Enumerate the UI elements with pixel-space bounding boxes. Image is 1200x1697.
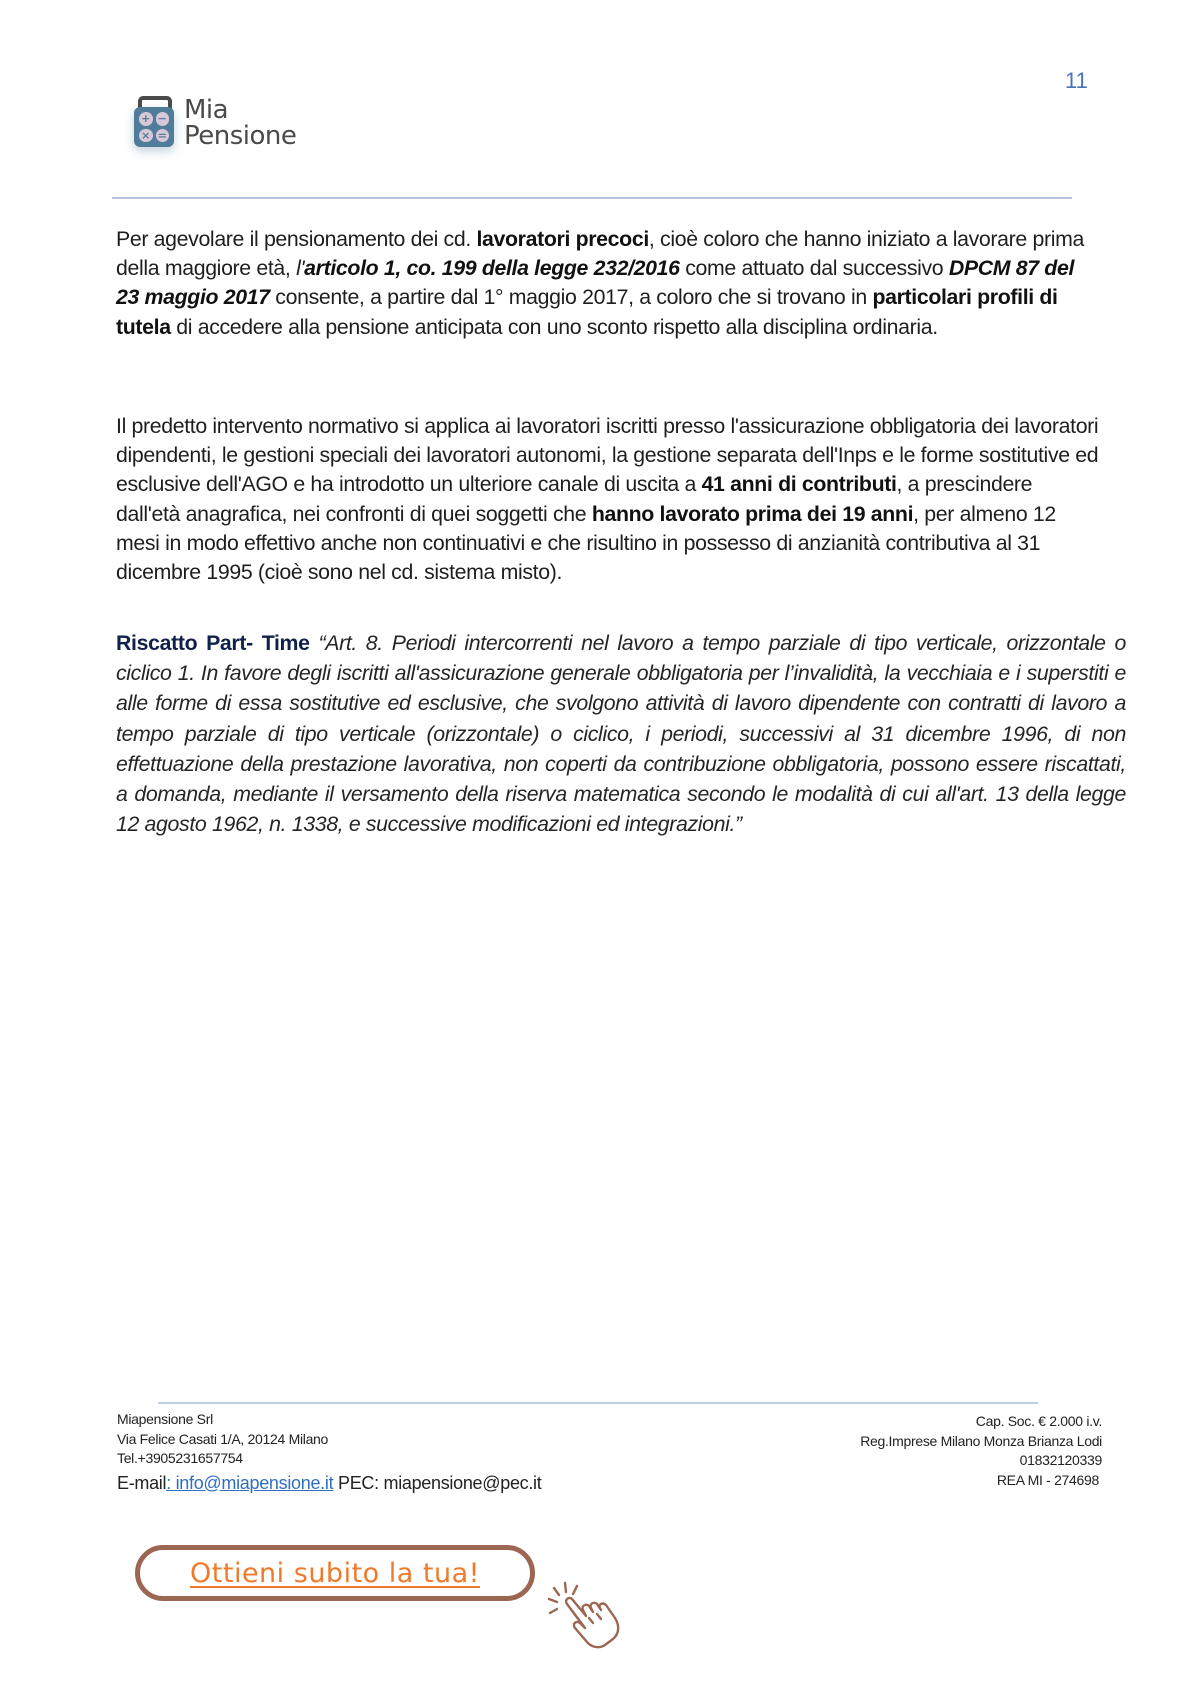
company-phone: Tel.+3905231657754 bbox=[117, 1450, 243, 1466]
spark-line bbox=[565, 1583, 566, 1592]
email-label: E-mail bbox=[117, 1472, 167, 1493]
knuckle-line bbox=[589, 1618, 593, 1623]
company-address: Via Felice Casati 1/A, 20124 Milano bbox=[117, 1430, 329, 1447]
hand-pointer-icon bbox=[545, 1580, 640, 1655]
company-name: Miapensione Srl bbox=[117, 1411, 213, 1427]
italic-run: l' bbox=[296, 256, 305, 281]
spark-line bbox=[549, 1599, 557, 1602]
company-registry: Reg.Imprese Milano Monza Brianza Lodi bbox=[860, 1432, 1102, 1449]
bold-italic-articolo: articolo 1, co. 199 della legge 232/2016 bbox=[304, 256, 680, 281]
bold-lavoratori-precoci: lavoratori precoci bbox=[476, 227, 649, 251]
spark-line bbox=[573, 1586, 577, 1594]
rea-number: REA MI - 274698 bbox=[996, 1471, 1099, 1488]
footer-contacts bbox=[117, 1410, 541, 1496]
plus-key-icon: + bbox=[139, 112, 153, 126]
text-run: di accedere alla pensione anticipata con uno sconto rispetto alla disciplina ordinaria. bbox=[170, 314, 938, 339]
registry-number: 01832120339 bbox=[1019, 1452, 1102, 1468]
bold-profili-tutela: particolari profili di tutela bbox=[116, 285, 1058, 339]
text-run: come attuato dal successivo bbox=[679, 256, 949, 281]
text-run: Il predetto intervento normativo si applica ai lavoratori iscritti presso l'assicurazione obbligatoria dei lavoratori dipendenti, le gestioni speciali dei lavoratori autonomi, la gestione separata dell'Inps e le forme sostitutive ed esclusive dell'AGO e ha introdotto un ulteriore canale di uscita a bbox=[116, 414, 1099, 497]
email-link[interactable]: : info@miapensione.it bbox=[166, 1472, 334, 1493]
text-run: Per agevolare il pensionamento dei cd. bbox=[116, 227, 477, 251]
pec-address: PEC: miapensione@pec.it bbox=[333, 1472, 542, 1493]
times-key-icon: × bbox=[139, 129, 153, 143]
logo-line-1: Mia bbox=[184, 95, 229, 125]
paragraph-lavoratori-precoci bbox=[116, 225, 1101, 342]
text-run: , a prescindere dall'età anagrafica, nei confronti di quei soggetti che bbox=[116, 472, 1033, 526]
calculator-body bbox=[134, 107, 174, 147]
paragraph-intervento-normativo bbox=[116, 412, 1101, 587]
bold-italic-dpcm: DPCM 87 del 23 maggio 2017 bbox=[116, 256, 1075, 310]
cta-label[interactable]: Ottieni subito la tua! bbox=[190, 1557, 480, 1589]
cta-button[interactable] bbox=[135, 1545, 535, 1601]
logo-wordmark bbox=[184, 97, 296, 149]
equals-key-icon: = bbox=[156, 129, 170, 143]
minus-key-icon: − bbox=[156, 112, 170, 126]
share-capital: Cap. Soc. € 2.000 i.v. bbox=[975, 1413, 1102, 1429]
text-run: consente, a partire dal 1° maggio 2017, a coloro che si trovano in bbox=[269, 285, 873, 310]
section-heading-riscatto: Riscatto Part- Time bbox=[116, 631, 310, 655]
email-line bbox=[117, 1470, 541, 1496]
text-run: , per almeno 12 mesi in modo effettivo anche non continuativi e che risultino in possesso di anzianità contributiva al 31 dicembre 1995 (cioè sono nel cd. sistema misto). bbox=[116, 501, 1056, 585]
knuckle-line bbox=[597, 1614, 601, 1619]
calculator-icon bbox=[134, 94, 178, 152]
miapensione-logo bbox=[134, 88, 334, 158]
logo-line-2: Pensione bbox=[184, 121, 297, 151]
footer-legal bbox=[860, 1412, 1102, 1490]
page-number: 11 bbox=[1065, 68, 1088, 93]
bold-prima-19-anni: hanno lavorato prima dei 19 anni bbox=[591, 501, 914, 526]
text-run: , cioè coloro che hanno iniziato a lavorare prima della maggiore età, bbox=[116, 227, 1084, 281]
footer-divider bbox=[158, 1402, 1038, 1404]
legal-quote: “Art. 8. Periodi intercorrenti nel lavoro a tempo parziale di tipo verticale, orizzontale o ciclico 1. In favore degli iscritti all'assicurazione generale obbligatoria per l’invalidità, la vecchiaia e i superstiti e alle forme di essa sostitutive ed esclusive, che svolgono attività di lavoro dipendente con contratti di lavoro a tempo parziale di tipo verticale (orizzontale) o ciclico, i periodi, successivi al 31 dicembre 1996, di non effettuazione della prestazione lavorativa, non coperti da contribuzione obbligatoria, possono essere riscattati, a domanda, mediante il versamento della riserva matematica secondo le modalità di cui all'art. 13 della legge 12 agosto 1962, n. 1338, e successive modificazioni ed integrazioni.” bbox=[116, 631, 1126, 837]
spark-line bbox=[550, 1609, 557, 1613]
paragraph-riscatto-part-time bbox=[116, 628, 1126, 839]
bold-41-anni: 41 anni di contributi bbox=[701, 472, 897, 497]
header-divider bbox=[112, 197, 1072, 199]
spark-line bbox=[554, 1588, 559, 1595]
